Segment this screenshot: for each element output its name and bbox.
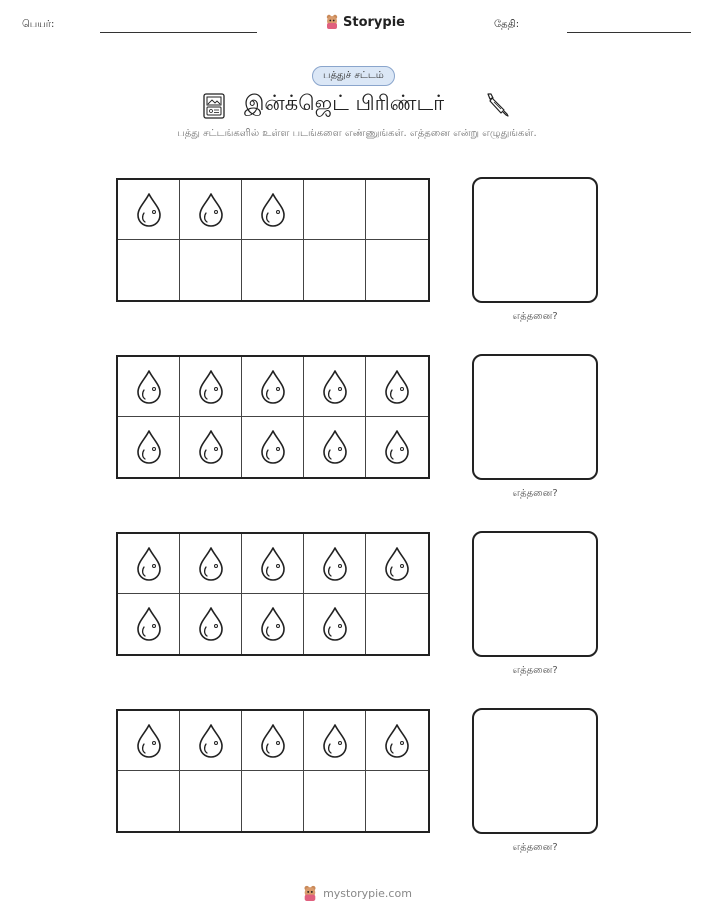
ink-drop-icon (197, 606, 225, 642)
ink-drop-icon (135, 546, 163, 582)
brand-name: Storypie (343, 14, 405, 30)
ink-drop-icon (135, 369, 163, 405)
ink-drop-icon (135, 723, 163, 759)
name-line[interactable] (100, 32, 257, 33)
ten-frame-cell (242, 417, 304, 477)
ten-frame-cell (304, 180, 366, 240)
ten-frame-cell (304, 240, 366, 300)
ten-frame-cell (304, 534, 366, 594)
ten-frame-cell (242, 180, 304, 240)
ink-drop-icon (259, 369, 287, 405)
ten-frame-cell (242, 240, 304, 300)
how-many-label: எத்தனை? (512, 665, 558, 676)
ten-frame-cell (118, 417, 180, 477)
ink-drop-icon (321, 723, 349, 759)
storypie-mascot-icon (302, 885, 318, 902)
ink-drop-icon (135, 192, 163, 228)
ink-drop-icon (197, 546, 225, 582)
footer (0, 885, 714, 902)
ten-frame-cell (242, 594, 304, 654)
ten-frame-cell (180, 711, 242, 771)
ten-frame-cell (366, 417, 428, 477)
ink-drop-icon (259, 429, 287, 465)
ink-drop-icon (135, 606, 163, 642)
worksheet-type-badge: பத்துச் சட்டம் (312, 66, 395, 86)
ten-frame-cell (242, 711, 304, 771)
ten-frame-cell (118, 771, 180, 831)
ten-frame-cell (180, 417, 242, 477)
ink-drop-icon (197, 429, 225, 465)
ten-frame-cell (242, 534, 304, 594)
ten-frame-cell (180, 771, 242, 831)
answer-box[interactable] (472, 354, 598, 480)
ten-frame (116, 355, 430, 479)
ink-drop-icon (383, 369, 411, 405)
ten-frame-cell (180, 180, 242, 240)
ten-frame-cell (118, 711, 180, 771)
ten-frame-cell (118, 534, 180, 594)
ink-drop-icon (321, 369, 349, 405)
ink-drop-icon (135, 429, 163, 465)
answer-box[interactable] (472, 177, 598, 303)
ink-cartridge-icon (484, 91, 512, 119)
date-line[interactable] (567, 32, 691, 33)
ten-frame-cell (366, 711, 428, 771)
storypie-mascot-icon (325, 14, 339, 30)
instructions: பத்து சட்டங்களில் உள்ள படங்களை எண்ணுங்கள். எத்தனை என்று எழுதுங்கள். (177, 128, 537, 139)
answer-box[interactable] (472, 531, 598, 657)
ten-frame-cell (242, 357, 304, 417)
page-title: இன்க்ஜெட் பிரிண்டர் (244, 91, 445, 115)
how-many-label: எத்தனை? (512, 842, 558, 853)
ink-drop-icon (321, 546, 349, 582)
ten-frame (116, 709, 430, 833)
ten-frame (116, 178, 430, 302)
ten-frame-cell (366, 180, 428, 240)
ten-frame-cell (118, 180, 180, 240)
ten-frame-cell (242, 771, 304, 831)
ten-frame (116, 532, 430, 656)
ink-drop-icon (259, 192, 287, 228)
ten-frame-cell (366, 771, 428, 831)
ink-drop-icon (259, 723, 287, 759)
ink-drop-icon (383, 429, 411, 465)
ten-frame-cell (304, 771, 366, 831)
brand-logo (325, 14, 405, 30)
ten-frame-cell (366, 357, 428, 417)
ten-frame-cell (304, 711, 366, 771)
answer-box[interactable] (472, 708, 598, 834)
ink-drop-icon (259, 606, 287, 642)
date-label: தேதி: (494, 19, 520, 30)
ten-frame-cell (366, 534, 428, 594)
ten-frame-cell (366, 594, 428, 654)
ten-frame-cell (304, 594, 366, 654)
printer-icon (202, 93, 226, 119)
footer-url[interactable]: mystorypie.com (323, 887, 412, 900)
ten-frame-cell (118, 240, 180, 300)
ten-frame-cell (180, 594, 242, 654)
ink-drop-icon (197, 723, 225, 759)
ten-frame-cell (304, 417, 366, 477)
ink-drop-icon (197, 369, 225, 405)
ten-frame-cell (180, 357, 242, 417)
ten-frame-cell (118, 594, 180, 654)
how-many-label: எத்தனை? (512, 488, 558, 499)
ten-frame-cell (304, 357, 366, 417)
ten-frame-cell (118, 357, 180, 417)
how-many-label: எத்தனை? (512, 311, 558, 322)
ink-drop-icon (259, 546, 287, 582)
ink-drop-icon (321, 606, 349, 642)
name-label: பெயர்: (22, 19, 55, 30)
ink-drop-icon (383, 723, 411, 759)
ink-drop-icon (197, 192, 225, 228)
ten-frame-cell (180, 240, 242, 300)
ink-drop-icon (321, 429, 349, 465)
ten-frame-cell (180, 534, 242, 594)
ten-frame-cell (366, 240, 428, 300)
ink-drop-icon (383, 546, 411, 582)
